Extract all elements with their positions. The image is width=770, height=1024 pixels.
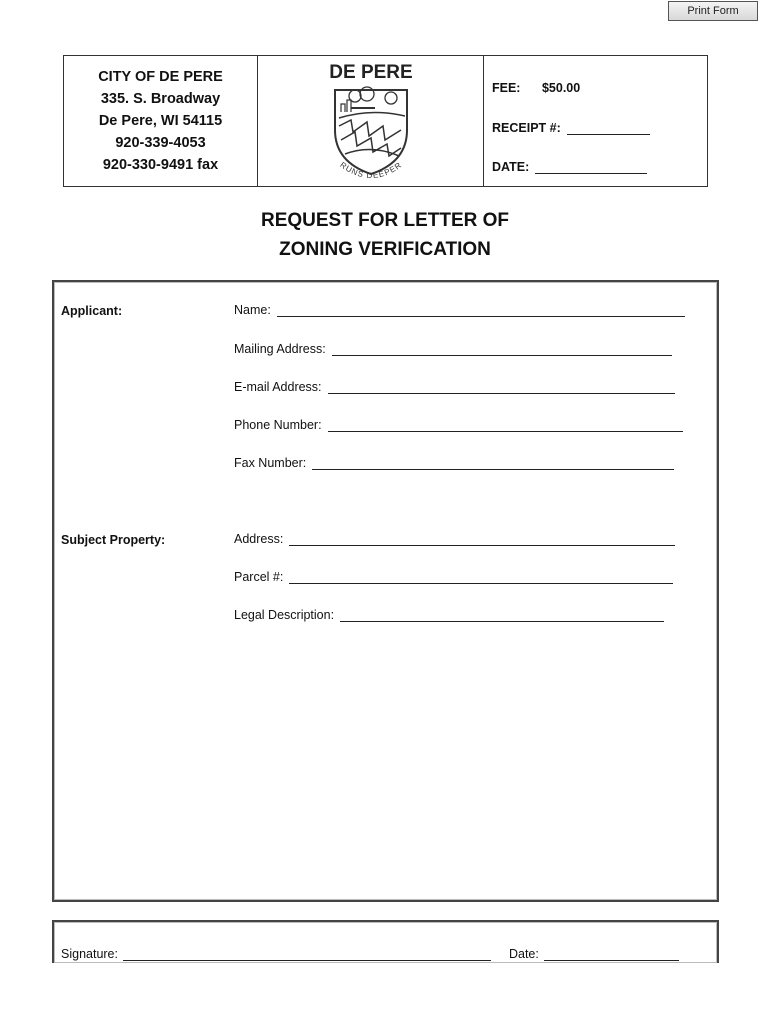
mailing-address-label: Mailing Address: <box>234 342 326 356</box>
applicant-name-field <box>234 303 685 317</box>
city-state-zip: De Pere, WI 54115 <box>98 113 223 129</box>
form-main-section <box>52 280 719 902</box>
city-seal-logo-icon <box>311 60 431 182</box>
mailing-address-field <box>234 342 672 356</box>
form-title-line-2: ZONING VERIFICATION <box>279 239 491 260</box>
phone-number-field <box>234 418 683 432</box>
fax-number: 920-330-9491 fax <box>102 157 219 173</box>
fax-number-input[interactable] <box>312 457 674 470</box>
mailing-address-input[interactable] <box>332 343 672 356</box>
phone-number-input[interactable] <box>328 419 683 432</box>
street-address: 335. S. Broadway <box>100 91 221 107</box>
logo-tagline: RUNS DEEPER <box>337 160 404 181</box>
parcel-number-input[interactable] <box>289 571 673 584</box>
phone-number-label: Phone Number: <box>234 418 322 432</box>
signature-date-input[interactable] <box>544 948 679 961</box>
fee-label: FEE: <box>492 81 521 95</box>
property-address-field <box>234 532 675 546</box>
print-form-button[interactable]: Print Form <box>668 1 758 21</box>
header-table <box>63 55 708 187</box>
form-title <box>0 206 770 264</box>
parcel-number-field <box>234 570 673 584</box>
legal-description-input[interactable] <box>340 609 664 622</box>
logo-name-text: DE PERE <box>328 62 413 83</box>
name-input[interactable] <box>277 304 685 317</box>
city-name: CITY OF DE PERE <box>98 69 223 85</box>
phone-number: 920-339-4053 <box>115 135 206 151</box>
city-address-block <box>64 56 258 186</box>
signature-date-label: Date: <box>508 947 539 961</box>
office-date-input[interactable] <box>535 161 647 174</box>
applicant-section-label: Applicant: <box>61 304 123 318</box>
property-address-label: Address: <box>234 532 284 546</box>
office-date-label: DATE: <box>492 160 530 174</box>
email-address-label: E-mail Address: <box>234 380 322 394</box>
receipt-row <box>492 121 650 135</box>
subject-property-section-label: Subject Property: <box>61 533 166 547</box>
signature-input[interactable] <box>123 948 491 961</box>
signature-section <box>52 920 719 963</box>
fax-number-field <box>234 456 674 470</box>
name-label: Name: <box>234 303 271 317</box>
property-address-input[interactable] <box>289 533 675 546</box>
parcel-number-label: Parcel #: <box>234 570 284 584</box>
email-address-field <box>234 380 675 394</box>
email-address-input[interactable] <box>328 381 675 394</box>
receipt-label: RECEIPT #: <box>492 121 561 135</box>
city-logo <box>258 56 484 186</box>
fee-row <box>492 81 580 95</box>
date-row <box>492 160 647 174</box>
form-title-line-1: REQUEST FOR LETTER OF <box>260 210 510 231</box>
signature-label: Signature: <box>61 947 118 961</box>
legal-description-label: Legal Description: <box>234 608 335 622</box>
fax-number-label: Fax Number: <box>234 456 307 470</box>
receipt-input[interactable] <box>567 122 650 135</box>
signature-row <box>61 947 679 961</box>
office-use-block <box>484 56 707 186</box>
legal-description-field <box>234 608 664 622</box>
fee-value: $50.00 <box>541 81 581 95</box>
